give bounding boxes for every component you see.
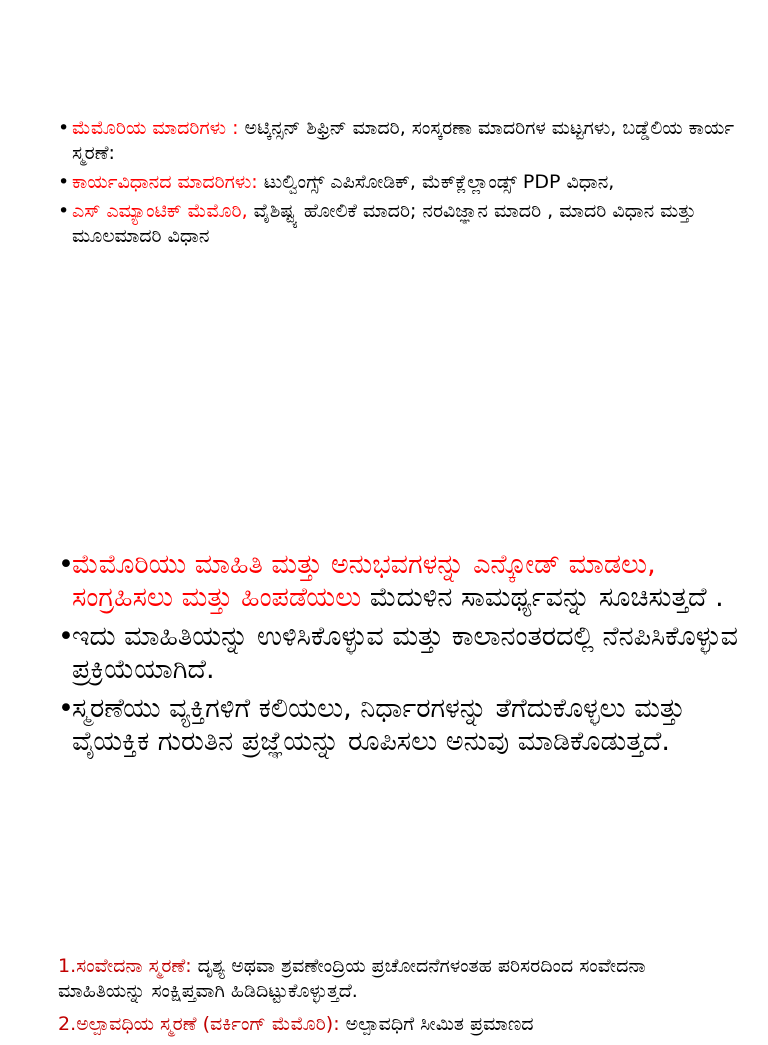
bullet-text: ಮೆದುಳಿನ ಸಾಮರ್ಥ್ಯವನ್ನು ಸೂಚಿಸುತ್ತದೆ .	[361, 582, 724, 613]
item-number: 2.	[58, 1013, 77, 1035]
item-term: ಸಂವೇದನಾ ಸ್ಮರಣೆ:	[76, 955, 192, 977]
bullet-dot: •	[58, 171, 70, 193]
item-number: 1.	[58, 955, 77, 977]
bullet-dot: •	[58, 200, 70, 222]
numbered-list	[58, 954, 738, 1045]
bullet-dot: •	[58, 549, 74, 580]
bullet-dot: •	[58, 621, 74, 652]
item-term: ಅಲ್ಪಾವಧಿಯ ಸ್ಮರಣೆ (ವರ್ಕಿಂಗ್ ಮೆಮೊರಿ):	[76, 1013, 340, 1035]
numbered-item-2	[58, 1012, 738, 1037]
item-text: ಅಲ್ಪಾವಧಿಗೆ ಸೀಮಿತ ಪ್ರಮಾಣದ	[339, 1013, 534, 1035]
bullet-term: ಮೆಮೊರಿಯು ಮಾಹಿತಿ ಮತ್ತು ಅನುಭವಗಳನ್ನು ಎನ್ಕೋಡ್ ಮಾಡಲು, ಸಂಗ್ರಹಿಸಲು ಮತ್ತು ಹಿಂಪಡೆಯಲು	[72, 549, 656, 613]
bullet-term: ಕಾರ್ಯವಿಧಾನದ ಮಾದರಿಗಳು:	[72, 171, 258, 193]
bullet-term: ಮೆಮೊರಿಯ ಮಾದರಿಗಳು :	[72, 117, 239, 139]
bullet-text: ವೈಶಿಷ್ಟ್ಯ ಹೋಲಿಕೆ ಮಾದರಿ; ನರವಿಜ್ಞಾನ ಮಾದರಿ , ಮಾದರಿ ವಿಧಾನ ಮತ್ತು ಮೂಲಮಾದರಿ ವಿಧಾನ	[72, 200, 696, 247]
bullet-dot: •	[58, 117, 70, 139]
item-text: ದೃಶ್ಯ ಅಥವಾ ಶ್ರವಣೇಂದ್ರಿಯ ಪ್ರಚೋದನೆಗಳಂತಹ ಪರಿಸರದಿಂದ ಸಂವೇದನಾ ಮಾಹಿತಿಯನ್ನು ಸಂಕ್ಷಿಪ್ತವಾಗಿ ಹಿಡಿದಿಟ್ಟುಕೊಳ್ಳುತ್ತದೆ.	[58, 955, 646, 1002]
bullet-dot: •	[58, 693, 74, 724]
bullet-text: ಅಟ್ಕಿನ್ಸನ್ ಶಿಫ್ರಿನ್ ಮಾದರಿ, ಸಂಸ್ಕರಣಾ ಮಾದರಿಗಳ ಮಟ್ಟಗಳು, ಬಡ್ಡೆಲಿಯ ಕಾರ್ಯ ಸ್ಮರಣೆ:	[72, 117, 735, 164]
top-bullet-list	[58, 116, 738, 253]
bullet-text: ಟುಲ್ವಿಂಗ್ಸ್ ಎಪಿಸೋಡಿಕ್, ಮೆಕ್‌ಕ್ಲೆಲ್ಲಾಂಡ್ಸ್ PDP ವಿಧಾನ,	[257, 171, 615, 193]
top-bullet-1	[58, 116, 738, 166]
top-bullet-2	[58, 170, 738, 195]
bullet-text: ಇದು ಮಾಹಿತಿಯನ್ನು ಉಳಿಸಿಕೊಳ್ಳುವ ಮತ್ತು ಕಾಲಾನಂತರದಲ್ಲಿ ನೆನಪಿಸಿಕೊಳ್ಳುವ ಪ್ರಕ್ರಿಯೆಯಾಗಿದೆ.	[72, 621, 738, 685]
bullet-text: ಸ್ಮರಣೆಯು ವ್ಯಕ್ತಿಗಳಿಗೆ ಕಲಿಯಲು, ನಿರ್ಧಾರಗಳನ್ನು ತೆಗೆದುಕೊಳ್ಳಲು ಮತ್ತು ವೈಯಕ್ತಿಕ ಗುರುತಿನ ಪ್ರಜ್ಞೆಯನ್ನು ರೂಪಿಸಲು ಅನುವು ಮಾಡಿಕೊಡುತ್ತದೆ.	[72, 693, 686, 757]
mid-bullet-3	[58, 692, 738, 758]
bullet-term: ಎಸ್ ಎಮ್ಯಾಂಟಿಕ್ ಮೆಮೊರಿ,	[72, 200, 248, 222]
mid-bullet-1	[58, 548, 738, 614]
mid-bullet-list	[58, 548, 738, 764]
numbered-item-1	[58, 954, 738, 1004]
mid-bullet-2	[58, 620, 738, 686]
top-bullet-3	[58, 199, 738, 249]
